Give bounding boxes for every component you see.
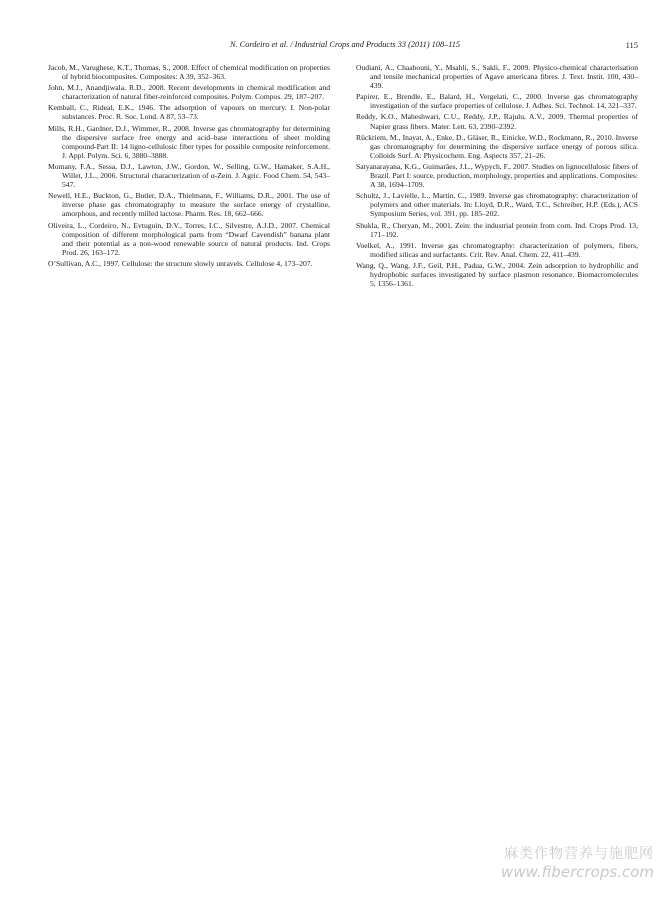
watermark-url: www.fibercrops.com — [501, 863, 654, 881]
references-left-column — [48, 63, 330, 270]
reference-entry: Reddy, K.O., Maheshwari, C.U., Reddy, J.P., Rajulu, A.V., 2009. Thermal properties of Napier grass fibers. Mater. Lett. 63, 2390–2392. — [356, 112, 638, 131]
watermark-chinese-text: 麻类作物营养与施肥网 — [504, 846, 654, 862]
reference-entry: John, M.J., Anandjiwala, R.D., 2008. Recent developments in chemical modification and characterization of natural fiber-reinforced composites. Polym. Compos. 29, 187–207. — [48, 83, 330, 102]
reference-entry: O’Sullivan, A.C., 1997. Cellulose: the structure slowly unravels. Cellulose 4, 173–207. — [48, 258, 313, 268]
reference-entry: Momany, F.A., Sessa, D.J., Lawton, J.W., Gordon, W., Selling, G.W., Hamaker, S.A.H., Willet, J.L., 2006. Structural characterization of α-Zein. J. Agric. Food Chem. 54, 543–547. — [48, 161, 330, 190]
reference-entry: Wang, Q., Wang, J.F., Geil, P.H., Padua, G.W., 2004. Zein adsorption to hydrophilic and hydrophobic surfaces investigated by surface plasmon resonance. Biomacromolecules 5, 1356–1361. — [356, 260, 638, 289]
reference-entry: Rückriem, M., Inayat, A., Enke, D., Gläser, R., Einicke, W.D., Rockmann, R., 2010. Inverse gas chromatography for determining the dispersive surface energy of porous silica. Colloids Surf. A: Physicochem. Eng. Aspects 357, 21–26. — [356, 132, 638, 160]
running-header — [48, 40, 638, 52]
reference-entry: Jacob, M., Varughese, K.T., Thomas, S., 2008. Effect of chemical modification on properties of hybrid biocomposites. Composites: A 39, 352–363. — [48, 63, 330, 82]
reference-entry: Mills, R.H., Gardner, D.J., Wimmer, R., 2008. Inverse gas chromatography for determining the dispersive surface free energy and acid–base interactions of sheet molding compound-Part II: 14 ligno-cellulosic fiber types for possible composite reinforcement. J. Appl. Polym. Sci. 6, 3880–3888. — [48, 123, 330, 160]
reference-entry: Voelkel, A., 1991. Inverse gas chromatography: characterization of polymers, fibers, modified silicas and surfactants. Crit. Rev. Anal. Chem. 22, 411–439. — [356, 240, 638, 259]
journal-citation: N. Cordeiro et al. / Industrial Crops and Products 33 (2011) 108–115 — [230, 40, 461, 49]
page-number: 115 — [625, 40, 638, 50]
reference-entry: Oudiani, A., Chaabouni, Y., Msahli, S., Sakli, F., 2009. Physico-chemical characterisation and tensile mechanical properties of Agave americana fibres. J. Text. Instit. 100, 430–439. — [356, 63, 638, 91]
reference-entry: Shukla, R., Cheryan, M., 2001. Zein: the industrial protein from corn. Ind. Crops Prod. 13, 171–192. — [356, 220, 638, 239]
reference-entry: Kemball, C., Rideal, E.K., 1946. The adsorption of vapours on mercury. I. Non-polar substances. Proc. R. Soc. Lond. A 87, 53–73. — [48, 103, 330, 122]
references-right-column — [356, 63, 638, 290]
site-watermark — [501, 843, 654, 881]
reference-entry: Satyanarayana, K.G., Guimarães, J.L., Wypych, F., 2007. Studies on lignocellulosic fibers of Brazil. Part I: source, production, morphology, properties and applications. Composites: A 38, 1694–1709. — [356, 161, 638, 190]
reference-entry: Schultz, J., Lavielle, L., Martin, C., 1989. Inverse gas chromatography: characterization of polymers and other materials. In: Lloyd, D.R., Ward, T.C., Schreiber, H.P. (Eds.), ACS Symposium Series, vol. 391, pp. 185–202. — [356, 191, 638, 219]
reference-entry: Oliveira, L., Cordeiro, N., Evtuguin, D.V., Torres, I.C., Silvestre, A.J.D., 2007. Chemical composition of different morphological parts from “Dwarf Cavendish” banana plant and their potential as a non-wood renewable source of natural products. Ind. Crops Prod. 26, 163–172. — [48, 220, 330, 257]
reference-entry: Newell, H.E., Buckton, G., Butler, D.A., Thielmann, F., Williams, D.R., 2001. The use of inverse phase gas chromatography to measure the surface energy of crystalline, amorphous, and recently milled lactose. Pharm. Res. 18, 662–666. — [48, 191, 330, 219]
reference-entry: Papirer, E., Brendle, E., Balard, H., Vergelati, C., 2000. Inverse gas chromatography investigation of the surface properties of cellulose. J. Adhes. Sci. Technol. 14, 321–337. — [356, 92, 638, 111]
